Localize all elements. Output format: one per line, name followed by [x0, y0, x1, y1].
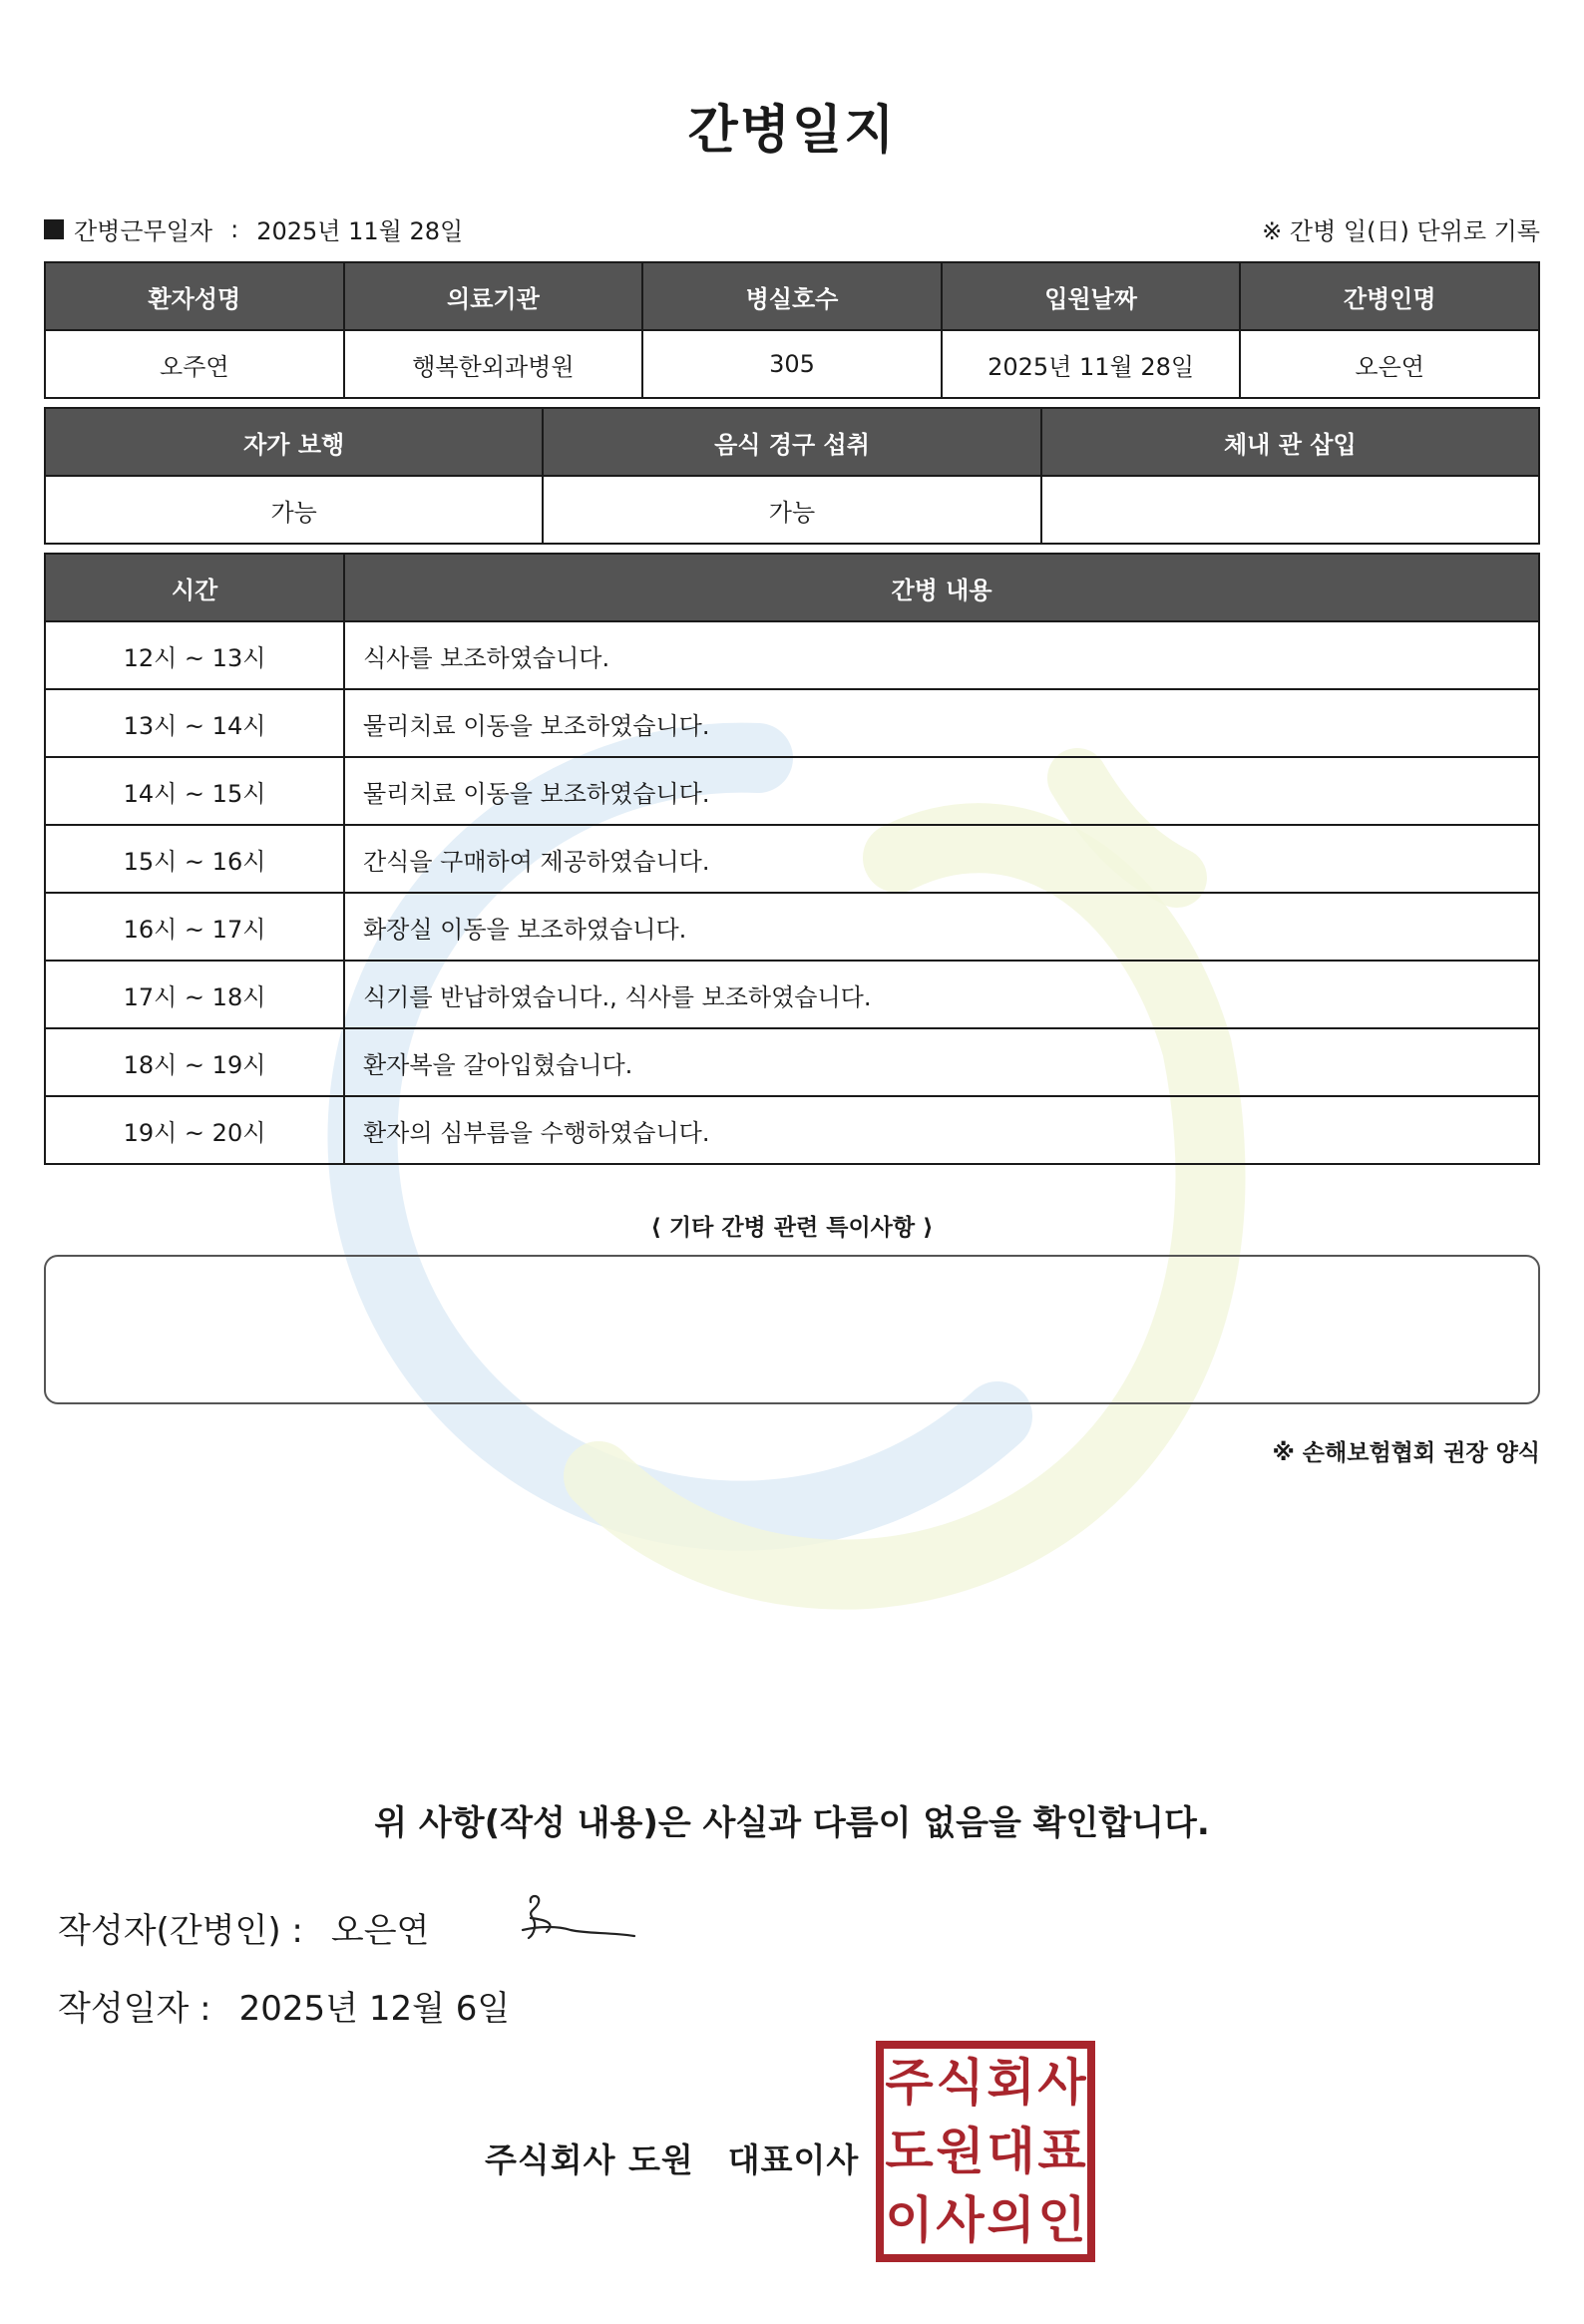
- table-row: [45, 961, 1539, 1028]
- time-cell: 19시 ~ 20시: [45, 1096, 344, 1164]
- seal-char: 회: [987, 2054, 1035, 2113]
- patient-name: 오주연: [45, 330, 344, 398]
- written-date-line: [58, 1981, 510, 2030]
- seal-char: 대: [987, 2122, 1035, 2180]
- content-cell: 물리치료 이동을 보조하였습니다.: [344, 757, 1539, 825]
- company-line: [485, 2134, 859, 2181]
- content-cell: 물리치료 이동을 보조하였습니다.: [344, 689, 1539, 757]
- seal-char: 사: [936, 2190, 985, 2249]
- oral-intake-value: 가능: [543, 476, 1040, 544]
- tube-insertion-value: [1041, 476, 1539, 544]
- seal-char: 도: [885, 2122, 934, 2180]
- time-cell: 13시 ~ 14시: [45, 689, 344, 757]
- table-row: [45, 1028, 1539, 1096]
- seal-char: 표: [1037, 2122, 1086, 2180]
- writer-line: [58, 1903, 429, 1952]
- time-cell: 14시 ~ 15시: [45, 757, 344, 825]
- work-date-label: 간병근무일자: [74, 217, 213, 245]
- special-notes-box: [44, 1255, 1540, 1404]
- writer-name: 오은연: [330, 1911, 430, 1951]
- square-bullet-icon: [44, 219, 64, 239]
- header-hospital: 의료기관: [344, 262, 643, 330]
- written-date-value: 2025년 12월 6일: [238, 1989, 511, 2029]
- table-row: [45, 893, 1539, 961]
- record-note: ※ 간병 일(日) 단위로 기록: [1262, 217, 1540, 245]
- seal-char: 주: [885, 2054, 934, 2113]
- seal-char: 사: [1037, 2054, 1086, 2113]
- content-cell: 식기를 반납하였습니다., 식사를 보조하였습니다.: [344, 961, 1539, 1028]
- special-notes-title: ⟨ 기타 간병 관련 특이사항 ⟩: [650, 1215, 934, 1241]
- caregiver-name: 오은연: [1240, 330, 1539, 398]
- work-date-value: 2025년 11월 28일: [256, 217, 464, 245]
- time-cell: 15시 ~ 16시: [45, 825, 344, 893]
- content-cell: 화장실 이동을 보조하였습니다.: [344, 893, 1539, 961]
- company-seal-stamp: [876, 2041, 1095, 2262]
- status-header-row: [45, 408, 1539, 476]
- hospital-name: 행복한외과병원: [344, 330, 643, 398]
- content-cell: 식사를 보조하였습니다.: [344, 621, 1539, 689]
- header-tube-insertion: 체내 관 삽입: [1041, 408, 1539, 476]
- patient-status-table: [44, 407, 1540, 545]
- seal-char: 식: [936, 2054, 985, 2113]
- seal-char: 인: [1037, 2190, 1086, 2249]
- header-room: 병실호수: [642, 262, 942, 330]
- content-cell: 간식을 구매하여 제공하였습니다.: [344, 825, 1539, 893]
- self-walking-value: 가능: [45, 476, 543, 544]
- header-care-content: 간병 내용: [344, 554, 1539, 621]
- company-name: 주식회사 도원: [485, 2140, 694, 2179]
- time-cell: 18시 ~ 19시: [45, 1028, 344, 1096]
- time-cell: 12시 ~ 13시: [45, 621, 344, 689]
- header-caregiver-name: 간병인명: [1240, 262, 1539, 330]
- work-date: [44, 211, 463, 246]
- care-schedule-table: [44, 553, 1540, 1165]
- form-source-note: ※ 손해보험협회 권장 양식: [1272, 1440, 1540, 1466]
- seal-char: 이: [885, 2190, 934, 2249]
- handwritten-signature: [519, 1890, 638, 1960]
- schedule-header-row: [45, 554, 1539, 621]
- patient-info-table: [44, 261, 1540, 399]
- patient-value-row: [45, 330, 1539, 398]
- admission-date: 2025년 11월 28일: [942, 330, 1241, 398]
- table-row: [45, 757, 1539, 825]
- document-title: 간병일지: [687, 101, 897, 161]
- writer-label: 작성자(간병인) :: [58, 1911, 303, 1951]
- table-row: [45, 1096, 1539, 1164]
- patient-header-row: [45, 262, 1539, 330]
- table-row: [45, 825, 1539, 893]
- status-value-row: [45, 476, 1539, 544]
- header-oral-intake: 음식 경구 섭취: [543, 408, 1040, 476]
- table-row: [45, 689, 1539, 757]
- written-date-label: 작성일자 :: [58, 1989, 211, 2029]
- content-cell: 환자의 심부름을 수행하였습니다.: [344, 1096, 1539, 1164]
- room-number: 305: [642, 330, 942, 398]
- header-admission-date: 입원날짜: [942, 262, 1241, 330]
- company-title: 대표이사: [727, 2140, 860, 2179]
- table-row: [45, 621, 1539, 689]
- content-cell: 환자복을 갈아입혔습니다.: [344, 1028, 1539, 1096]
- confirmation-statement: 위 사항(작성 내용)은 사실과 다름이 없음을 확인합니다.: [374, 1803, 1210, 1843]
- seal-char: 의: [987, 2190, 1035, 2249]
- colon-separator: :: [230, 214, 239, 243]
- header-self-walking: 자가 보행: [45, 408, 543, 476]
- header-time: 시간: [45, 554, 344, 621]
- header-patient-name: 환자성명: [45, 262, 344, 330]
- time-cell: 16시 ~ 17시: [45, 893, 344, 961]
- seal-char: 원: [936, 2122, 985, 2180]
- time-cell: 17시 ~ 18시: [45, 961, 344, 1028]
